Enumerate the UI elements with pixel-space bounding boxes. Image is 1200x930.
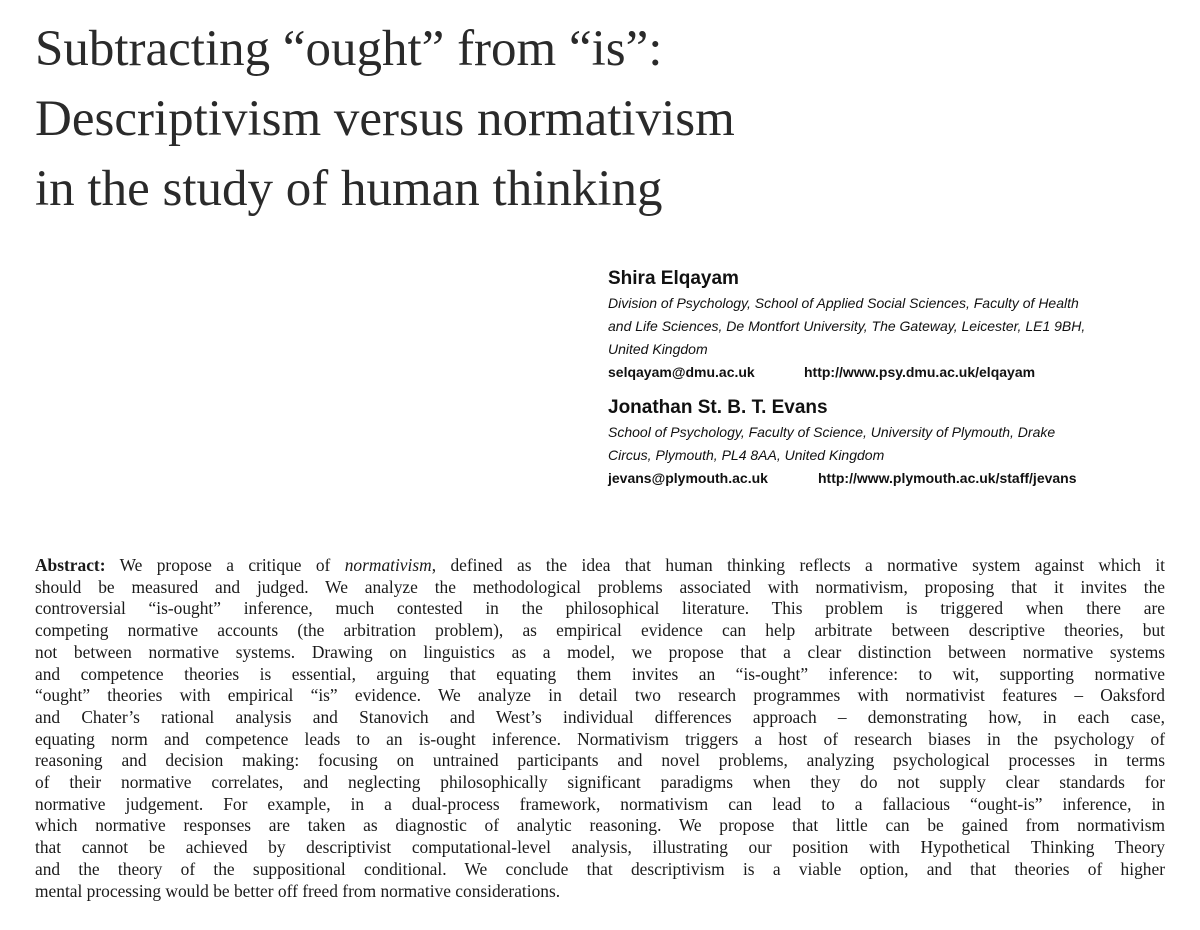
author-2	[608, 395, 1168, 489]
author-1	[608, 266, 1168, 383]
title-line: in the study of human thinking	[35, 161, 663, 217]
author-name: Jonathan St. B. T. Evans	[608, 397, 828, 418]
author-affiliation	[608, 292, 1168, 361]
abstract-emphasis: normativism	[344, 555, 432, 575]
abstract-text: We propose a critique of	[105, 555, 345, 575]
abstract-line: equating norm and competence leads to an is-ought inference. Normativism triggers a host of research biases in the psychology of	[35, 728, 1165, 749]
affiliation-line: United Kingdom	[608, 341, 708, 357]
abstract-line: “ought” theories with empirical “is” evidence. We analyze in detail two research programmes with normativist features – Oaksford	[35, 685, 1165, 706]
abstract-line: that cannot be achieved by descriptivist computational-level analysis, illustrating our position with Hypothetical Thinking Theory	[35, 837, 1165, 858]
affiliation-line: Division of Psychology, School of Applied Social Sciences, Faculty of Health	[608, 295, 1079, 311]
abstract-line: and the theory of the suppositional conditional. We conclude that descriptivism is a viable option, and that theories of higher	[35, 858, 1165, 879]
author-affiliation	[608, 421, 1168, 467]
affiliation-line: Circus, Plymouth, PL4 8AA, United Kingdom	[608, 447, 885, 463]
abstract-line	[35, 555, 1165, 577]
author-name: Shira Elqayam	[608, 268, 739, 289]
paper-title	[35, 14, 1035, 224]
abstract-line: of their normative correlates, and neglecting philosophically significant paradigms when they do not supply clear standards for	[35, 772, 1165, 793]
abstract-line: controversial “is-ought” inference, much contested in the philosophical literature. This problem is triggered when there are	[35, 598, 1165, 619]
abstract-label: Abstract:	[35, 555, 106, 575]
affiliation-line: and Life Sciences, De Montfort University, The Gateway, Leicester, LE1 9BH,	[608, 318, 1086, 334]
author-url[interactable]: http://www.psy.dmu.ac.uk/elqayam	[804, 364, 1036, 380]
title-line: Descriptivism versus normativism	[35, 91, 735, 147]
abstract-line: and Chater’s rational analysis and Stanovich and West’s individual differences approach – demonstrating how, in each case,	[35, 706, 1165, 727]
author-url[interactable]: http://www.plymouth.ac.uk/staff/jevans	[818, 470, 1077, 486]
abstract-line: normative judgement. For example, in a dual-process framework, normativism can lead to a fallacious “ought-is” inference, in	[35, 793, 1165, 814]
abstract-text: , defined as the idea that human thinking reflects a normative system against which it	[431, 555, 1165, 575]
abstract-line: mental processing would be better off freed from normative considerations.	[35, 880, 561, 901]
abstract-line: and competence theories is essential, arguing that equating them invites an “is-ought” inference: to wit, supporting normative	[35, 663, 1165, 684]
author-contact	[608, 467, 1168, 489]
author-block	[608, 266, 1168, 489]
affiliation-line: School of Psychology, Faculty of Science, University of Plymouth, Drake	[608, 424, 1056, 440]
abstract-line: reasoning and decision making: focusing on untrained participants and novel problems, analyzing psychological processes in terms	[35, 750, 1165, 771]
abstract	[35, 555, 1165, 902]
author-email[interactable]: jevans@plymouth.ac.uk	[608, 470, 768, 486]
author-contact	[608, 361, 1168, 383]
title-line: Subtracting “ought” from “is”:	[35, 21, 663, 77]
abstract-line: not between normative systems. Drawing on linguistics as a model, we propose that a clear distinction between normative systems	[35, 641, 1165, 662]
abstract-line: which normative responses are taken as diagnostic of analytic reasoning. We propose that little can be gained from normativism	[35, 815, 1165, 836]
abstract-line: competing normative accounts (the arbitration problem), as empirical evidence can help arbitrate between descriptive theories, but	[35, 620, 1165, 641]
author-email[interactable]: selqayam@dmu.ac.uk	[608, 364, 755, 380]
abstract-line: should be measured and judged. We analyze the methodological problems associated with normativism, proposing that it invites the	[35, 576, 1165, 597]
